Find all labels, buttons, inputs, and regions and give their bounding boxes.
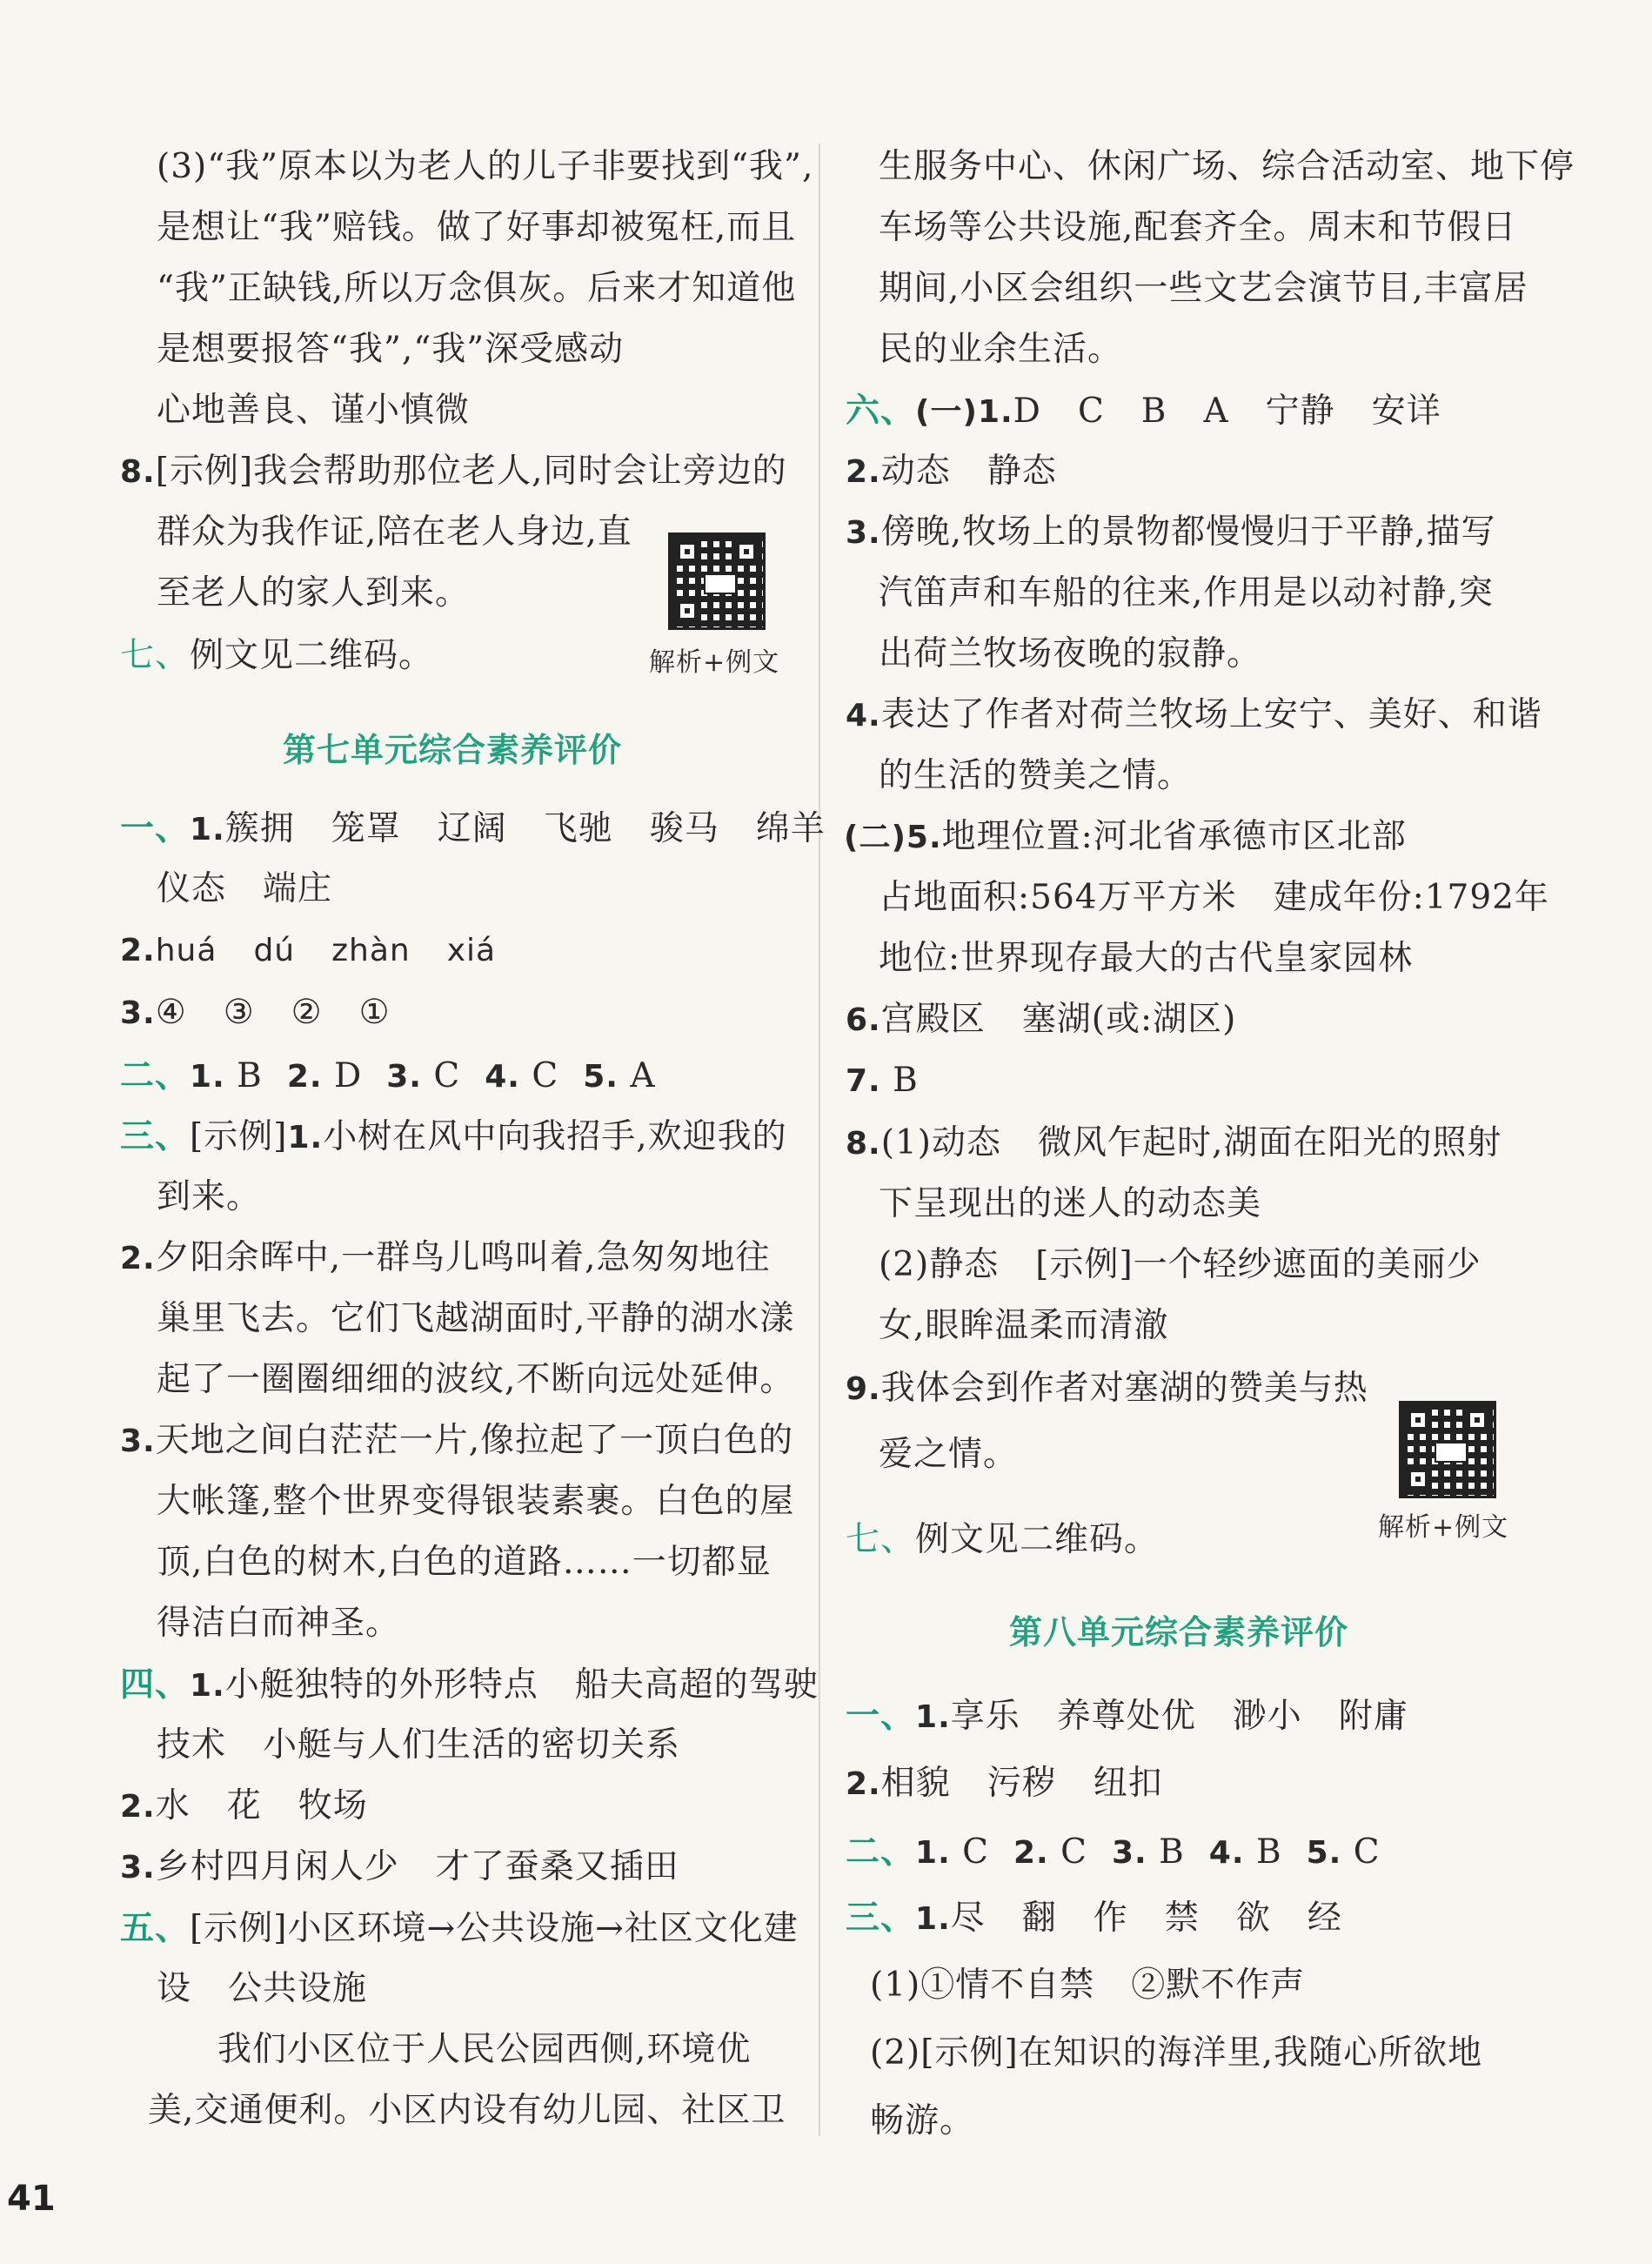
answer: C — [1353, 1832, 1381, 1872]
column-divider — [819, 144, 820, 2136]
mark: ③ — [223, 993, 255, 1032]
section-label: 一、 — [846, 1696, 916, 1736]
word: 骏马 — [649, 809, 719, 848]
answer: C — [532, 1056, 559, 1095]
answer: 经 — [1307, 1899, 1342, 1938]
question-number: 2. — [846, 1766, 881, 1802]
text-line: 是想要报答“我”,“我”深受感动 — [157, 330, 625, 369]
question-number: 2. — [1013, 1835, 1049, 1871]
text-line: 汽笛声和车船的往来,作用是以动衬静,突 — [879, 573, 1494, 613]
u7-s4-q3 — [120, 1846, 679, 1888]
answer: 花 — [226, 1786, 262, 1825]
qr-label: 解析+例文 — [1378, 1512, 1509, 1543]
part-label: (二) — [844, 820, 906, 855]
answer: 纽扣 — [1093, 1764, 1163, 1803]
answer-text: 天地之间白茫茫一片,像拉起了一顶白色的 — [155, 1421, 794, 1460]
u7-section-2 — [120, 1055, 656, 1096]
section-7 — [846, 1519, 1159, 1561]
answer: (2)静态 — [879, 1245, 1000, 1284]
answer: 宫殿区 — [880, 1000, 986, 1039]
answer-text: 表达了作者对荷兰牧场上安宁、美好、和谐 — [880, 695, 1542, 734]
answer: 设 — [157, 1969, 192, 2008]
u7-s4-q2 — [120, 1785, 368, 1827]
question-number: 2. — [120, 933, 156, 968]
part-label: (一) — [915, 394, 978, 430]
text-line: 车场等公共设施,配套齐全。周末和节假日 — [879, 208, 1517, 247]
unit-8-title: 第八单元综合素养评价 — [1009, 1613, 1349, 1651]
answer-text: 地理位置:河北省承德市区北部 — [941, 817, 1407, 856]
qr-label: 解析+例文 — [649, 647, 780, 678]
answer: 相貌 — [880, 1764, 951, 1803]
text-line: 顶,白色的树木,白色的道路……一切都显 — [157, 1543, 772, 1582]
s6-q2 — [846, 451, 1057, 492]
u7-q3 — [120, 992, 391, 1034]
s6-q3 — [846, 512, 1496, 553]
section-label: 二、 — [846, 1832, 916, 1872]
section-label: 三、 — [120, 1116, 191, 1156]
example-tag: [示例] — [190, 1117, 288, 1156]
text-line: 巢里飞去。它们飞越湖面时,平静的湖水漾 — [157, 1299, 795, 1338]
answer: 静态 — [987, 452, 1057, 491]
mark: ① — [358, 993, 391, 1032]
question-number: 3. — [120, 995, 156, 1031]
text-line: 期间,小区会组织一些文艺会演节目,丰富居 — [879, 269, 1528, 308]
answer: 小艇独特的外形特点 — [224, 1665, 538, 1705]
question-number: 1. — [915, 1901, 951, 1937]
u7-section-4 — [120, 1664, 819, 1705]
word: 端庄 — [263, 869, 333, 908]
word: 仪态 — [157, 869, 227, 908]
answer: B — [1140, 392, 1167, 431]
question-number: 7. — [846, 1063, 881, 1099]
answer: 技术 — [157, 1725, 227, 1765]
text-line: 是想让“我”赔钱。做了好事却被冤枉,而且 — [157, 208, 797, 247]
question-number: 3. — [120, 1850, 156, 1886]
text-line: 出荷兰牧场夜晚的寂静。 — [879, 634, 1262, 673]
question-number: 3. — [846, 515, 881, 551]
answer: 翻 — [1021, 1899, 1057, 1938]
question-number: 4. — [846, 698, 881, 733]
mark: ② — [291, 993, 323, 1032]
answer: 欲 — [1235, 1899, 1271, 1938]
u8-section-2 — [846, 1831, 1381, 1872]
word: 飞驰 — [543, 809, 613, 848]
u7-s4-cont — [157, 1725, 680, 1766]
section-label: 二、 — [120, 1055, 191, 1095]
answer: 动态 — [880, 452, 951, 491]
text-line: (3)“我”原本以为老人的儿子非要找到“我”, — [157, 147, 814, 186]
u7-s3-q3 — [120, 1420, 793, 1462]
answer: B — [1255, 1832, 1282, 1872]
answer: (1)动态 — [880, 1123, 1001, 1162]
question-number: 1. — [190, 1668, 225, 1704]
question-number: 5. — [583, 1059, 619, 1095]
text-line: 起了一圈圈细细的波纹,不断向远处延伸。 — [157, 1360, 795, 1399]
answer: 塞湖(或:湖区) — [1021, 1000, 1237, 1039]
answer: D — [1013, 392, 1041, 431]
text-line: 爱之情。 — [879, 1435, 1019, 1474]
answer: 占地面积:564万平方米 — [879, 878, 1237, 917]
question-number: 8. — [846, 1126, 881, 1162]
section-label: 六、 — [846, 391, 916, 431]
s6-q7 — [846, 1060, 919, 1102]
question-number: 2. — [120, 1241, 156, 1276]
answer-text: 微风乍起时,湖面在阳光的照射 — [1037, 1123, 1502, 1162]
text-line: 下呈现出的迷人的动态美 — [879, 1184, 1262, 1223]
text-line: 至老人的家人到来。 — [157, 573, 471, 613]
s6-q9 — [846, 1368, 1368, 1410]
answer: 尽 — [950, 1899, 986, 1938]
answer: 禁 — [1164, 1899, 1200, 1938]
question-number: 1. — [287, 1120, 324, 1155]
answer-text: 我体会到作者对塞湖的赞美与热 — [880, 1369, 1368, 1408]
question-number: 1. — [915, 1835, 951, 1871]
section-7 — [120, 635, 433, 677]
text-line: 大帐篷,整个世界变得银装素裹。白色的屋 — [157, 1482, 795, 1521]
answer: 公共设施 — [228, 1969, 368, 2008]
word: 笼罩 — [331, 809, 401, 848]
question-number: 3. — [386, 1059, 422, 1095]
u7-s5-cont — [157, 1968, 367, 2010]
answer: 建成年份:1792年 — [1273, 878, 1549, 917]
mark: ④ — [155, 993, 187, 1032]
answer: 养尊处优 — [1056, 1697, 1196, 1736]
answer: C — [1077, 392, 1105, 431]
s6-q6 — [846, 999, 1236, 1041]
pinyin: huá — [155, 933, 217, 968]
u7-section-5 — [120, 1907, 799, 1949]
s6-q8-part2 — [879, 1244, 1481, 1286]
section-label: 七、 — [120, 636, 191, 675]
s6-q5-cont — [879, 877, 1549, 919]
answer-text: [示例]我会帮助那位老人,同时会让旁边的 — [155, 452, 787, 491]
answer: A — [1203, 392, 1229, 431]
answer: 牧场 — [298, 1786, 368, 1825]
s6-q4 — [846, 694, 1542, 736]
text-line: 的生活的赞美之情。 — [879, 756, 1193, 795]
u8-q2 — [846, 1763, 1163, 1805]
answer-text: 傍晚,牧场上的景物都慢慢归于平静,描写 — [880, 512, 1496, 552]
question-number: 1. — [190, 1059, 225, 1095]
u7-q1 — [120, 807, 826, 849]
text-line: 得洁白而神圣。 — [157, 1604, 401, 1643]
answer: 宁静 — [1265, 392, 1335, 431]
s6-part2-q5 — [844, 816, 1407, 858]
question-number: 2. — [120, 1789, 156, 1825]
question-number: 5. — [1306, 1835, 1342, 1871]
question-number: 4. — [485, 1059, 520, 1095]
answer: C — [962, 1832, 989, 1872]
text-line: 民的业余生活。 — [879, 330, 1123, 369]
question-number: 2. — [846, 454, 881, 490]
u8-section-3 — [846, 1897, 1342, 1939]
text-line: 美,交通便利。小区内设有幼儿园、社区卫 — [148, 2091, 786, 2130]
answer: 作 — [1093, 1899, 1128, 1938]
answer: 污秽 — [987, 1764, 1057, 1803]
answer: C — [1060, 1832, 1087, 1872]
answer: B — [237, 1056, 263, 1095]
question-number: 1. — [915, 1699, 951, 1735]
text-line: 到来。 — [157, 1177, 262, 1216]
text-line: 女,眼眸温柔而清澈 — [879, 1306, 1169, 1345]
word: 辽阔 — [437, 809, 507, 848]
answer: 小艇与人们生活的密切关系 — [263, 1725, 681, 1765]
answer: B — [893, 1061, 919, 1100]
text-line: 畅游。 — [870, 2101, 975, 2140]
answer: 安详 — [1371, 392, 1441, 431]
pinyin: zhàn — [331, 933, 411, 968]
s6-q8 — [846, 1122, 1502, 1164]
answer: 享乐 — [950, 1697, 1020, 1736]
section-label: 七、 — [846, 1520, 916, 1559]
text-line: 我们小区位于人民公园西侧,环境优 — [217, 2030, 752, 2069]
answer-text: 例文见二维码。 — [190, 636, 434, 675]
answer-text: [示例]一个轻纱遮面的美丽少 — [1035, 1245, 1481, 1284]
unit-7-title: 第七单元综合素养评价 — [283, 731, 623, 769]
u8-s3-part1 — [870, 1965, 1305, 2006]
u7-q2 — [120, 929, 496, 971]
answer: 附庸 — [1338, 1697, 1408, 1736]
text-line: 心地善良、谨小慎微 — [157, 391, 471, 430]
answer: (1)①情不自禁 — [870, 1966, 1095, 2005]
answer-text: [示例]小区环境→公共设施→社区文化建 — [190, 1909, 799, 1948]
text-line: 生服务中心、休闲广场、综合活动室、地下停 — [879, 147, 1575, 186]
question-number: 4. — [1208, 1835, 1245, 1871]
qr-code-icon[interactable] — [668, 533, 766, 630]
answer: 水 — [155, 1786, 191, 1825]
question-number: 5. — [906, 820, 942, 855]
question-number: 9. — [846, 1371, 881, 1407]
question-8 — [120, 451, 787, 492]
answer: 船夫高超的驾驶 — [574, 1665, 819, 1705]
question-number: 3. — [1111, 1835, 1147, 1871]
answer-text: 小树在风中向我招手,欢迎我的 — [323, 1117, 787, 1156]
answer: 才了蚕桑又插田 — [435, 1847, 679, 1886]
text-line: 地位:世界现存最大的古代皇家园林 — [879, 939, 1414, 978]
answer-text: 夕阳余晖中,一群鸟儿鸣叫着,急匆匆地往 — [155, 1238, 771, 1277]
text-line: (2)[示例]在知识的海洋里,我随心所欲地 — [870, 2033, 1483, 2073]
u7-section-3 — [120, 1115, 787, 1157]
question-number: 2. — [286, 1059, 323, 1095]
pinyin: xiá — [446, 933, 497, 968]
u7-q1-cont — [157, 868, 332, 910]
answer: 乡村四月闲人少 — [155, 1847, 399, 1886]
question-number: 3. — [120, 1423, 156, 1459]
pinyin: dú — [253, 933, 296, 968]
u7-s3-q2 — [120, 1237, 771, 1279]
qr-code-icon[interactable] — [1399, 1401, 1496, 1498]
question-number: 8. — [120, 454, 156, 490]
word: 绵羊 — [755, 809, 826, 848]
answer-text: 例文见二维码。 — [915, 1520, 1160, 1559]
answer: D — [333, 1056, 363, 1095]
section-label: 一、 — [120, 808, 191, 848]
answer: A — [630, 1056, 656, 1095]
text-line: “我”正缺钱,所以万念俱灰。后来才知道他 — [157, 269, 797, 308]
answer: 渺小 — [1232, 1697, 1302, 1736]
page-number: 41 — [7, 2179, 56, 2219]
answer: B — [1159, 1832, 1185, 1872]
section-label: 三、 — [846, 1898, 916, 1938]
u8-q1 — [846, 1695, 1408, 1737]
text-line: 群众为我作证,陪在老人身边,直 — [157, 512, 632, 552]
section-label: 五、 — [120, 1908, 191, 1948]
question-number: 6. — [846, 1002, 881, 1038]
word: 簇拥 — [224, 809, 295, 848]
question-number: 1. — [190, 812, 225, 847]
section-label: 四、 — [120, 1665, 191, 1705]
answer: C — [433, 1056, 461, 1095]
section-6 — [846, 390, 1441, 432]
answer: ②默不作声 — [1131, 1966, 1306, 2005]
question-number: 1. — [977, 394, 1013, 430]
